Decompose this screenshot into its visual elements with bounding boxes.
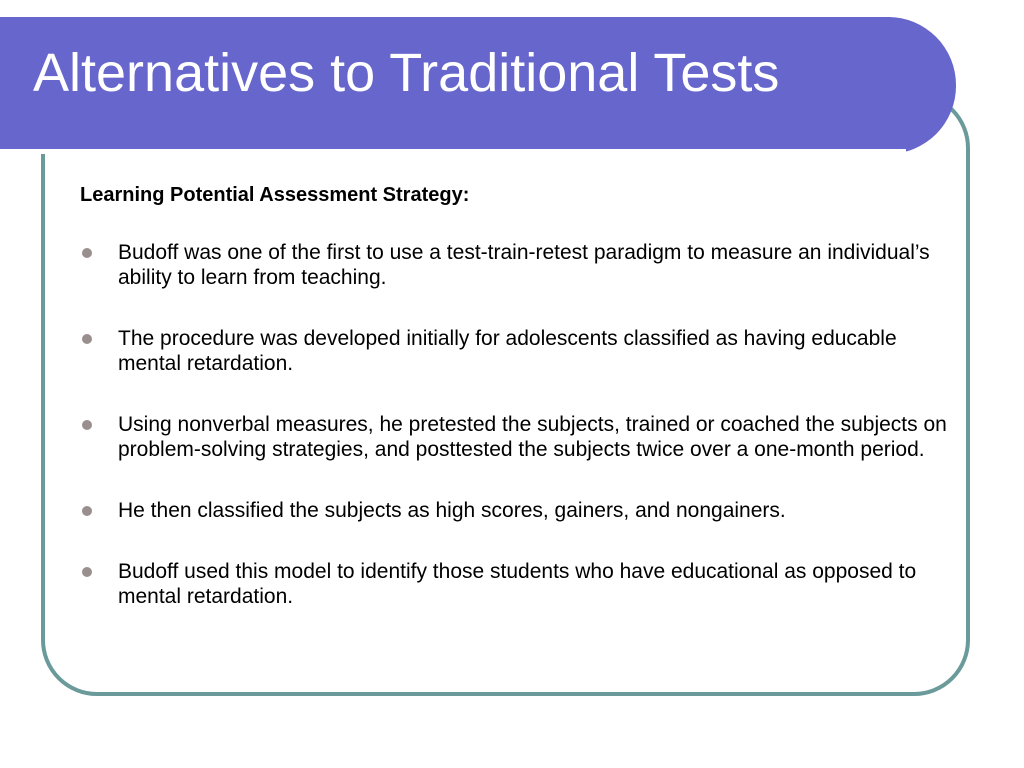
slide-title: Alternatives to Traditional Tests [33,43,780,103]
bullet-dot-icon [82,248,92,258]
title-underline [0,149,906,154]
bullet-list [80,240,950,609]
bullet-text: Budoff was one of the first to use a test-train-retest paradigm to measure an individual’s ability to learn from teaching. [118,241,930,289]
bullet-text: The procedure was developed initially for adolescents classified as having educable mental retardation. [118,327,897,375]
bullet-item [80,559,950,609]
bullet-dot-icon [82,567,92,577]
bullet-item [80,498,950,523]
bullet-item [80,240,950,290]
bullet-dot-icon [82,420,92,430]
bullet-text: Budoff used this model to identify those students who have educational as opposed to mental retardation. [118,560,917,608]
subheading: Learning Potential Assessment Strategy: [80,184,470,206]
bullet-dot-icon [82,334,92,344]
bullet-item [80,412,950,462]
slide-body [80,178,950,645]
bullet-item [80,326,950,376]
bullet-text: Using nonverbal measures, he pretested the subjects, trained or coached the subjects on problem-solving strategies, and posttested the subjects twice over a one-month period. [118,413,947,461]
bullet-dot-icon [82,506,92,516]
bullet-text: He then classified the subjects as high scores, gainers, and nongainers. [118,499,786,522]
